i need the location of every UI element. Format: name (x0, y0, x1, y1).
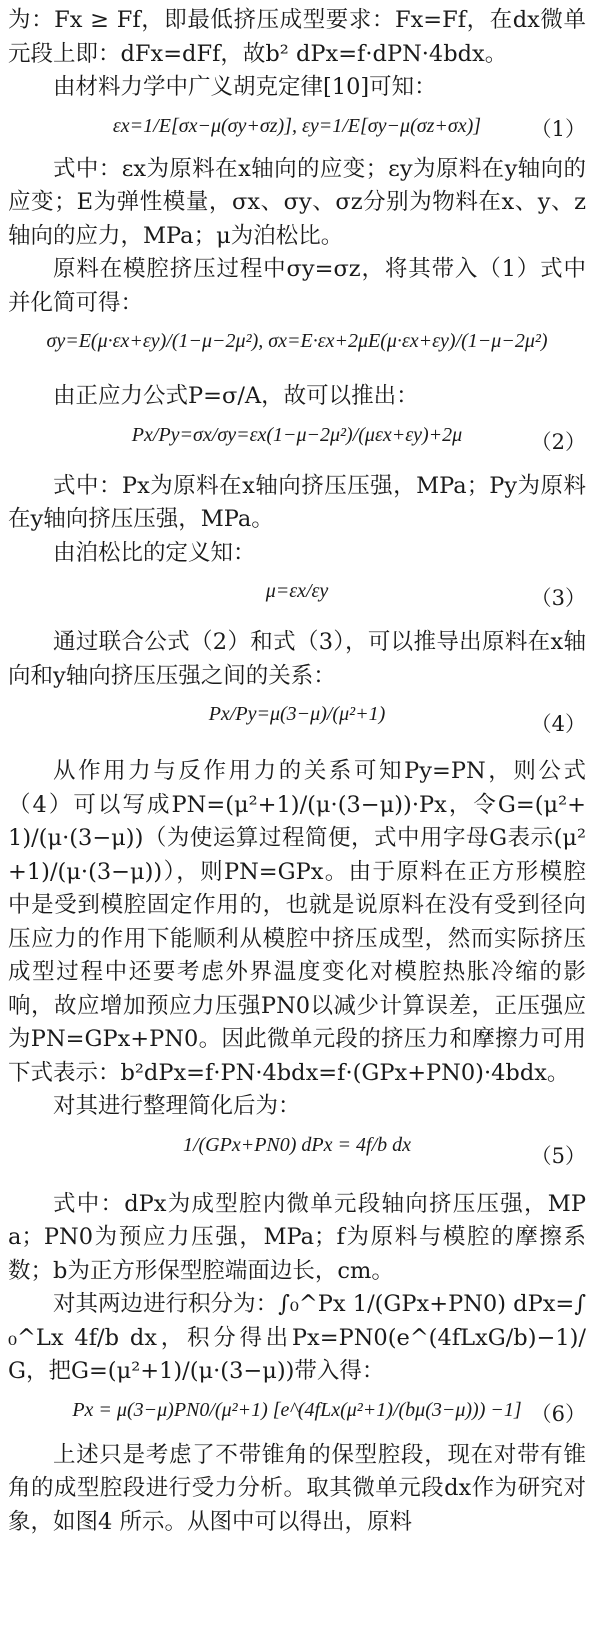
paragraph: 从作用力与反作用力的关系可知Py=PN，则公式（4）可以写成PN=(μ²+1)/(μ·(3−μ))·Px，令G=(μ²+1)/(μ·(3−μ))（为使运算过程简便，式中用字母G表示(μ²+1)/(μ·(3−μ))），则PN=GPx。由于原料在正方形模腔中是受到模腔固定作用的，也就是说原料在没有受到径向压应力的作用下能顺利从模腔中挤压成型，然而实际挤压成型过程中还要考虑外界温度变化对模腔热胀冷缩的影响，故应增加预应力压强PN0以减少计算误差，正压强应为PN=GPx+PN0。因此微单元段的挤压力和摩擦力可用下式表示：b²dPx=f·PN·4bdx=f·(GPx+PN0)·4bdx。 (8, 758, 586, 1086)
equation-body: μ=εx/εy (265, 580, 329, 602)
equation-body: Px = μ(3−μ)PN0/(μ²+1) [e^(4fLx(μ²+1)/(bμ(3−μ))) −1] (72, 1398, 522, 1421)
equation-body: 1/(GPx+PN0) dPx = 4f/b dx (182, 1133, 412, 1156)
equation-2 (8, 414, 586, 470)
equation-body: Px/Py=μ(3−μ)/(μ²+1) (208, 703, 386, 725)
equation-number: （4） (530, 712, 586, 736)
paragraph: 对其两边进行积分为：∫₀^Px 1/(GPx+PN0) dPx=∫₀^Lx 4f/b dx，积分得出Px=PN0(e^(4fLxG/b)−1)/G，把G=(μ²+1)/(μ·(3−μ))带入得： (8, 1291, 586, 1384)
paragraph: 由泊松比的定义知： (53, 539, 256, 566)
equation-number: （5） (530, 1143, 586, 1168)
equation-number: （2） (530, 429, 586, 454)
equation-body: εx=1/E[σx−μ(σy+σz)], εy=1/E[σy−μ(σz+σx)] (112, 114, 482, 137)
paragraph: 由材料力学中广义胡克定律[10]可知： (53, 74, 437, 100)
paragraph: 对其进行整理简化后为： (53, 1093, 301, 1119)
equation-body: σy=E(μ·εx+εy)/(1−μ−2μ²), σx=E·εx+2μE(μ·εx+εy)/(1−μ−2μ²) (46, 330, 548, 352)
paragraph: 式中：εx为原料在x轴向的应变；εy为原料在y轴向的应变；E为弹性模量，σx、σy、σz分别为物料在x、y、z轴向的应力，MPa；μ为泊松比。 (8, 155, 586, 249)
equation-4 (8, 693, 586, 755)
equation-6 (8, 1389, 586, 1439)
equation-5 (8, 1124, 586, 1188)
paragraph: 原料在模腔挤压过程中σy=σz，将其带入（1）式中并化简可得： (8, 256, 586, 316)
equation-number: （1） (530, 116, 586, 141)
paragraph: 由正应力公式P=σ/A，故可以推出： (53, 383, 419, 409)
equation-number: （3） (530, 586, 586, 610)
equation-3 (8, 570, 586, 626)
paragraph: 上述只是考虑了不带锥角的保型腔段，现在对带有锥角的成型腔段进行受力分析。取其微单元段dx作为研究对象，如图4 所示。从图中可以得出，原料 (8, 1441, 586, 1535)
paragraph: 通过联合公式（2）和式（3），可以推导出原料在x轴向和y轴向挤压压强之间的关系： (8, 629, 586, 689)
equation-number: （6） (530, 1401, 586, 1426)
equation-body: Px/Py=σx/σy=εx(1−μ−2μ²)/(μεx+εy)+2μ (131, 423, 463, 446)
paragraph: 式中：Px为原料在x轴向挤压压强，MPa；Py为原料在y轴向挤压压强，MPa。 (8, 472, 586, 532)
equation-1 (8, 105, 586, 153)
paragraph: 式中：dPx为成型腔内微单元段轴向挤压压强，MPa；PN0为预应力压强，MPa；f为原料与模腔的摩擦系数；b为正方形保型腔端面边长，cm。 (8, 1190, 586, 1284)
equation-1b (8, 320, 586, 380)
paragraph: 为：Fx ≥ Ff，即最低挤压成型要求：Fx=Ff，在dx微单元段上即：dFx=dFf，故b² dPx=f·dPN·4bdx。 (8, 7, 586, 67)
